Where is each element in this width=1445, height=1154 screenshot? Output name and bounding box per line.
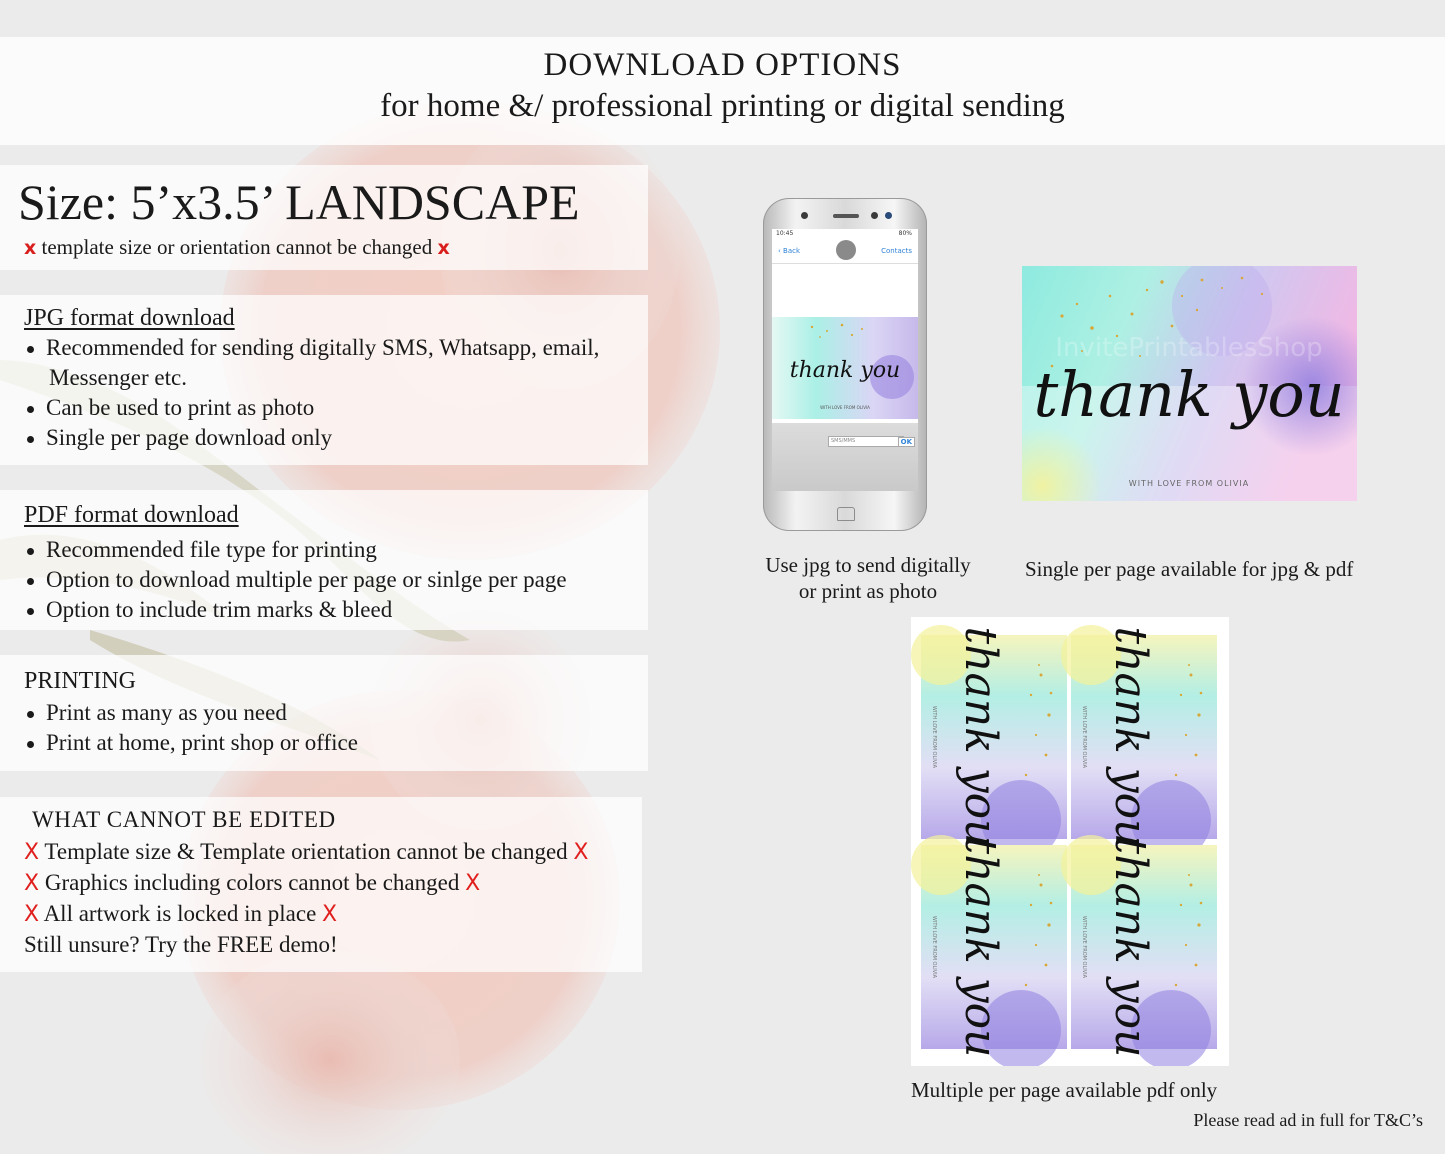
- contacts-link[interactable]: Contacts: [881, 247, 912, 255]
- phone-caption: [760, 552, 976, 604]
- list-item: Recommended file type for printing: [24, 535, 567, 565]
- list-item: Option to include trim marks & bleed: [24, 595, 567, 625]
- size-note: [24, 235, 450, 260]
- multi-card-sheet: [911, 617, 1229, 1066]
- size-note-text: template size or orientation cannot be changed: [41, 235, 433, 259]
- card-footer-text: WITH LOVE FROM OLIVIA: [931, 705, 937, 769]
- printing-panel: [0, 655, 648, 771]
- status-bar: [772, 229, 918, 239]
- thank-you-card-thumbnail: [772, 317, 918, 419]
- home-button[interactable]: [837, 507, 855, 521]
- list-item: Messenger etc.: [49, 365, 187, 390]
- not-editable-panel: [0, 797, 642, 972]
- phone-screen: [772, 229, 918, 491]
- list-item: [24, 868, 589, 899]
- list-item-text: Template size & Template orientation cannot be changed: [44, 839, 568, 864]
- size-title: Size: 5’x3.5’ LANDSCAPE: [18, 174, 580, 230]
- phone-caption-line2: or print as photo: [798, 579, 938, 603]
- thank-you-card-image: [1022, 266, 1357, 501]
- list-item: Can be used to print as photo: [24, 393, 599, 423]
- status-battery: 80%: [898, 230, 912, 237]
- watermark-text: InvitePrintablesShop: [1055, 333, 1323, 363]
- ok-button[interactable]: OK: [898, 437, 915, 447]
- pdf-heading: PDF format download: [24, 502, 239, 528]
- sensor-icon: [885, 212, 892, 219]
- x-mark-icon: X: [573, 840, 589, 865]
- status-time: 10:45: [776, 230, 794, 237]
- x-mark-icon: x: [437, 237, 450, 259]
- not-editable-heading: WHAT CANNOT BE EDITED: [32, 807, 336, 832]
- single-card-preview: [1022, 266, 1357, 501]
- page-title: DOWNLOAD OPTIONS: [543, 47, 902, 83]
- card-script-text: thank you: [789, 358, 901, 383]
- not-editable-list: [24, 837, 589, 960]
- card-script-text: thank you: [1105, 836, 1156, 1058]
- card-script-text: thank you: [1105, 626, 1156, 848]
- phone-caption-line1: Use jpg to send digitally: [765, 553, 971, 577]
- card-footer-text: WITH LOVE FROM OLIVIA: [820, 405, 870, 410]
- list-item: Recommended for sending digitally SMS, Whatsapp, email,: [24, 333, 599, 363]
- pdf-list: [24, 535, 567, 625]
- x-mark-icon: X: [24, 902, 40, 927]
- x-mark-icon: X: [24, 871, 40, 896]
- sensor-icon: [871, 212, 878, 219]
- list-item: Print as many as you need: [24, 698, 358, 728]
- pdf-panel: [0, 490, 648, 630]
- list-item: Single per page download only: [24, 423, 599, 453]
- list-item: [24, 837, 589, 868]
- x-mark-icon: X: [465, 871, 481, 896]
- size-panel: [0, 165, 648, 270]
- x-mark-icon: X: [24, 840, 40, 865]
- list-item: Print at home, print shop or office: [24, 728, 358, 758]
- card-footer-text: WITH LOVE FROM OLIVIA: [1081, 915, 1087, 979]
- x-mark-icon: x: [24, 237, 37, 259]
- list-item: [24, 899, 589, 930]
- card-footer-text: WITH LOVE FROM OLIVIA: [1081, 705, 1087, 769]
- jpg-panel: [0, 295, 648, 465]
- camera-icon: [801, 212, 808, 219]
- message-navbar: [772, 239, 918, 264]
- jpg-list: [24, 333, 599, 453]
- single-caption: Single per page available for jpg & pdf: [1025, 557, 1354, 581]
- card-script-text: thank you: [1033, 358, 1345, 431]
- multi-card-layout: [911, 617, 1229, 1066]
- card-footer-text: WITH LOVE FROM OLIVIA: [1128, 479, 1250, 488]
- avatar-icon: [836, 240, 856, 260]
- jpg-heading: JPG format download: [24, 305, 235, 331]
- multiple-caption: Multiple per page available pdf only: [911, 1078, 1218, 1102]
- list-item-text: Graphics including colors cannot be changed: [44, 870, 460, 895]
- back-label: Back: [783, 247, 801, 255]
- printing-heading: PRINTING: [24, 668, 136, 694]
- list-item: Option to download multiple per page or sinlge per page: [24, 565, 567, 595]
- terms-note: Please read ad in full for T&C’s: [1193, 1110, 1423, 1130]
- phone-keyboard: [772, 423, 918, 491]
- sms-input[interactable]: SMS/MMS: [828, 436, 904, 447]
- speaker-icon: [833, 214, 859, 218]
- card-footer-text: WITH LOVE FROM OLIVIA: [931, 915, 937, 979]
- card-script-text: thank you: [955, 836, 1006, 1058]
- card-script-text: thank you: [955, 626, 1006, 848]
- page-subtitle: for home &/ professional printing or digital sending: [380, 88, 1065, 124]
- back-link[interactable]: ‹ Back: [778, 247, 801, 255]
- printing-list: [24, 698, 358, 758]
- x-mark-icon: X: [322, 902, 338, 927]
- message-card-image: [772, 317, 918, 419]
- phone-mockup: [763, 198, 927, 531]
- list-item-text: All artwork is locked in place: [43, 901, 317, 926]
- demo-text: Still unsure? Try the FREE demo!: [24, 932, 338, 957]
- header-band: [0, 37, 1445, 145]
